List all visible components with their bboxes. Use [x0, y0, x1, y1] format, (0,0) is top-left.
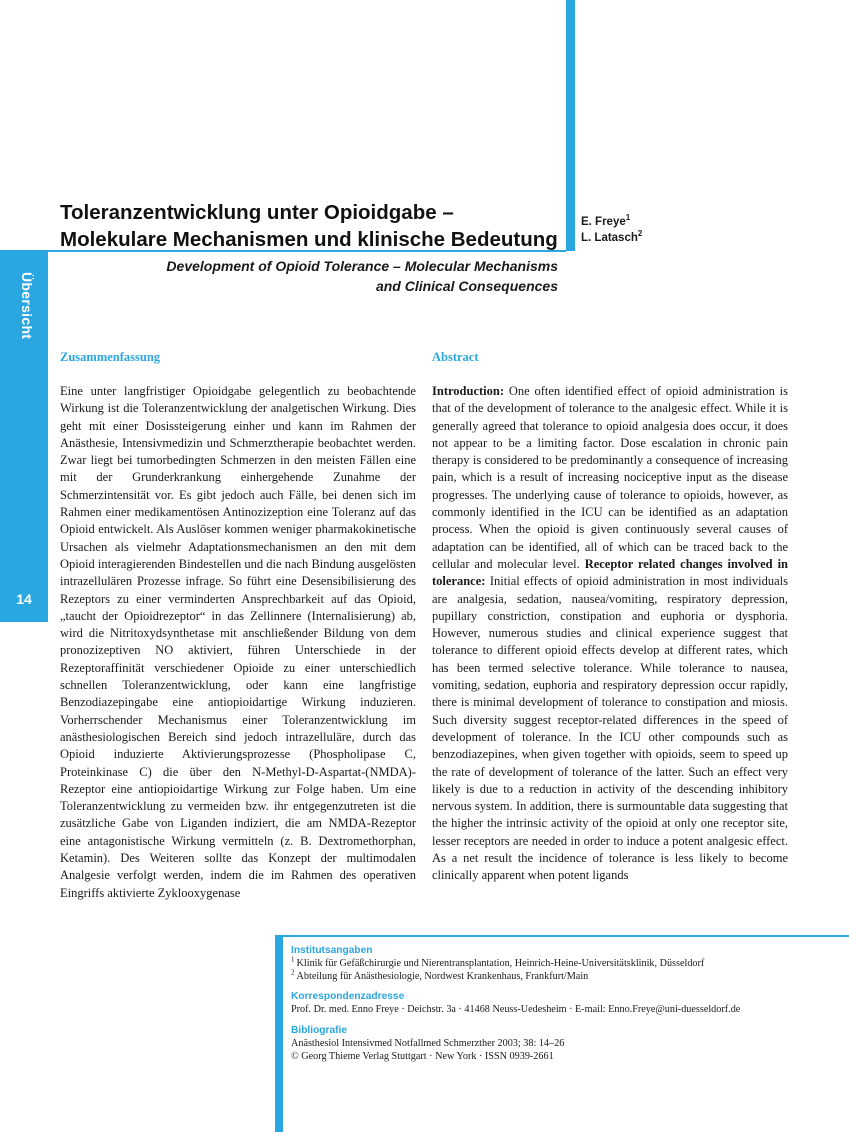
page-number: 14 — [16, 591, 32, 607]
subtitle-line-1: Development of Opioid Tolerance – Molecular Mechanisms — [166, 258, 558, 274]
correspondence-address: Prof. Dr. med. Enno Freye · Deichstr. 3a · 41468 Neuss-Uedesheim · E-mail: Enno.Freye@uni-duesseldorf.de — [291, 1004, 741, 1016]
intro-label: Introduction: — [432, 384, 505, 398]
abstract-text: Introduction: One often identified effect of opioid administration is that of the development of tolerance to the analgesic effect. While it is generally agreed that tolerance to opioid analgesia does occur, it does not appear to be a limiting factor. Dose escalation in chronic pain therapy is considered to be predominantly a consequence of increasing pain, which is a result of increasing nociceptive input as the disease progresses. The underlying cause of tolerance to opioids, however, as commonly identified in the ICU can be identified as an adaptation process. When the opioid is given continuously several causes of adaptation can be identified, all of which can be traced back to the cellular and molecular level. Receptor related changes involved in tolerance: Initial effects of opioid administration in most individuals are analgesia, sedation, nausea/vomiting, respiratory depression, pupillary constriction, constipation and euphoria or dysphoria. However, numerous studies and clinical experience suggest that tolerance to different opioid effects develop at different rates, which has been termed selective tolerance. While tolerance to nausea, vomiting, sedation, euphoria and respiratory depression occur rapidly, there is minimal development of tolerance to constipation and miosis. Such diversity suggest receptor-related differences in the speed of development of tolerance. In the ICU other compounds such as benzodiazepines, when given together with opioids, seem to speed up the rate of development of tolerance of the latter. Such an effect very likely is due to a reduction in activity of the descending inhibitory nervous system. In addition, there is surmountable data suggesting that the higher the intrinsic activity of the opioid at only one receptor site, lesser receptors are needed in order to induce a potent analgesic effect. As a net result the incidence of tolerance is less likely to become clinically apparent when potent ligands — [432, 384, 788, 883]
institution-item: $^1$ Klinik für Gefäßchirurgie und Nierentransplantation, Heinrich-Heine-Universitätsklinik, Düsseldorf — [291, 955, 705, 969]
zusammenfassung-body — [60, 383, 416, 902]
article-title — [60, 199, 560, 253]
subtitle-line-2: and Clinical Consequences — [375, 278, 558, 294]
abstract-heading: Abstract — [432, 350, 479, 364]
bibliography-heading: Bibliografie — [291, 1024, 348, 1036]
receptor-label: Receptor related changes involved in tolerance: — [432, 556, 788, 589]
bibliography-citation: Anästhesiol Intensivmed Notfallmed Schmerzther 2003; 38: 14–26 — [291, 1037, 565, 1049]
institution-item: $^2$ Abteilung für Anästhesiologie, Nordwest Krankenhaus, Frankfurt/Main — [291, 968, 589, 982]
bibliography-copyright: © Georg Thieme Verlag Stuttgart · New York · ISSN 0939-2661 — [291, 1050, 554, 1062]
zusammenfassung-heading: Zusammenfassung — [60, 350, 161, 364]
title-line-2: Molekulare Mechanismen und klinische Bedeutung — [60, 228, 558, 251]
title-line-1: Toleranzentwicklung unter Opioidgabe – — [60, 201, 454, 224]
correspondence-heading: Korrespondenzadresse — [291, 991, 405, 1003]
english-subtitle — [160, 256, 558, 296]
info-box — [291, 945, 841, 1063]
author: E. Freye$^1$ — [581, 213, 631, 228]
section-label: Übersicht — [19, 272, 35, 340]
info-box-rule — [283, 935, 849, 937]
author-list — [581, 214, 642, 246]
info-box-bar — [275, 935, 283, 1132]
accent-bar-vertical — [566, 0, 575, 251]
abstract-body — [432, 383, 788, 885]
author: L. Latasch$^2$ — [581, 229, 643, 244]
institution-heading: Institutsangaben — [291, 945, 373, 956]
zusammenfassung-text: Eine unter langfristiger Opioidgabe gelegentlich zu beobachtende Wirkung ist die Toleranzentwicklung der analgetischen Wirkung. Dies geht mit einer Dosissteigerung einher und kann im Rahmen der Anästhesie, Intensivmedizin und Schmerztherapie beobachtet werden. Zwar liegt bei tumorbedingten Schmerzen in den meisten Fällen eine mit der Grunderkrankung einhergehende Zunahme der Schmerzintensität vor. Es gibt jedoch auch Fälle, bei denen sich im Rahmen einer medikamentösen Antinozizeption eine Toleranz auf das Opioid entwickelt. Als Auslöser kommen weniger pharmakokinetische Ursachen als vielmehr Adaptationsmechanismen an den mit dem Opioid interagierenden Bindestellen und die nach Bindung ausgelösten intrazellulären Prozesse infrage. So führt eine Desensibilisierung des Rezeptors zu einer verminderten Ansprechbarkeit auf das Opioid, „taucht der Opioidrezeptor“ in das Zellinnere (Internalisierung) ab, wird die Nitritoxydsynthetase mit anschließender Bildung von dem pronozizeptiven NO aktiviert, führen Unterschiede in der Rezeptoraffinität verschiedener Opioide zu einer unterschiedlich schnellen Toleranzentwicklung, oder kann eine langfristige Benzodiazepingabe eine antiopioidartige Wirkung induzieren. Vorherrschender Mechanismus einer Toleranzentwicklung im anästhesiologischen Bereich sind jedoch intrazelluläre, durch das Opioid induzierte Aktivierungsprozesse (Phospholipase C, Proteinkinase C) die über den N-Methyl-D-Aspartat-(NMDA)-Rezeptor eine antiopioidartige Wirkung zur Folge haben. Um eine Toleranzentwicklung zu vermeiden bzw. ihr entgegenzutreten ist die zusätzliche Gabe von Liganden indiziert, die am NMDA-Rezeptor eine antagonistische Wirkung vermitteln (z. B. Dextromethorphan, Ketamin). Des Weiteren sollte das Konzept der multimodalen Analgesie verfolgt werden, indem die im Rahmen des operativen Eingriffs aktivierte Zyklooxygenase — [60, 384, 416, 900]
